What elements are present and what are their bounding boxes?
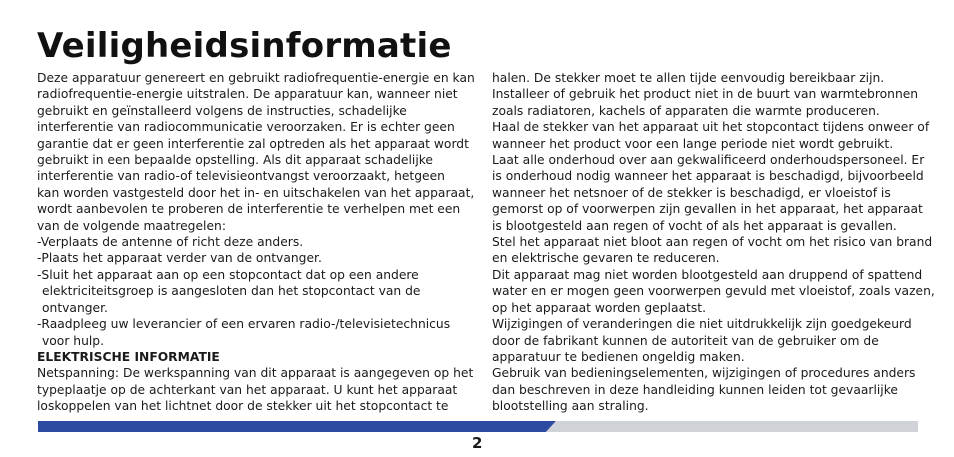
text-line: Netspanning: De werkspanning van dit apparaat is aangegeven op het bbox=[37, 366, 474, 381]
text-line: van de volgende maatregelen: bbox=[37, 218, 226, 233]
right-column bbox=[492, 70, 935, 415]
text-line: op het apparaat worden geplaatst. bbox=[492, 300, 706, 315]
text-line: interferentie van radio-of televisieontvangst veroorzaakt, hetgeen bbox=[37, 169, 445, 184]
text-line: Haal de stekker van het apparaat uit het stopcontact tijdens onweer of bbox=[492, 120, 930, 135]
text-line: blootstelling aan straling. bbox=[492, 399, 649, 414]
text-line: door de fabrikant kunnen de autoriteit van de gebruiker om de bbox=[492, 333, 879, 348]
text-line: is blootgesteld aan regen of vocht of als het apparaat is gevallen. bbox=[492, 218, 897, 233]
footer-bar-light-segment bbox=[546, 421, 918, 432]
section-heading: ELEKTRISCHE INFORMATIE bbox=[37, 349, 220, 364]
text-line: wordt aanbevolen te proberen de interferentie te verhelpen met een bbox=[37, 202, 461, 217]
text-line: elektriciteitsgroep is aangesloten dan het stopcontact van de bbox=[42, 284, 421, 299]
text-line: garantie dat er geen interferentie zal optreden als het apparaat wordt bbox=[37, 136, 469, 151]
text-line: gebruikt en geïnstalleerd volgens de instructies, schadelijke bbox=[37, 103, 407, 118]
text-line: loskoppelen van het lichtnet door de stekker uit het stopcontact te bbox=[37, 399, 449, 414]
text-line: Dit apparaat mag niet worden blootgesteld aan druppend of spattend bbox=[492, 267, 923, 282]
text-line: is onderhoud nodig wanneer het apparaat is beschadigd, bijvoorbeeld bbox=[492, 169, 924, 184]
left-column bbox=[37, 70, 473, 415]
text-line: ontvanger. bbox=[42, 300, 108, 315]
text-line: gebruikt in een bepaalde opstelling. Als dit apparaat schadelijke bbox=[37, 153, 433, 168]
text-line: Stel het apparaat niet bloot aan regen of vocht om het risico van brand bbox=[492, 235, 933, 250]
text-line: Wijzigingen of veranderingen die niet uitdrukkelijk zijn goedgekeurd bbox=[492, 317, 912, 332]
text-line: dan beschreven in deze handleiding kunnen leiden tot gevaarlijke bbox=[492, 382, 898, 397]
text-line: wanneer het netsnoer of de stekker is beschadigd, er vloeistof is bbox=[492, 185, 891, 200]
text-line: -Plaats het apparaat verder van de ontvanger. bbox=[37, 251, 322, 266]
text-line: radiofrequentie-energie uitstralen. De apparatuur kan, wanneer niet bbox=[37, 87, 458, 102]
text-line: Laat alle onderhoud over aan gekwalificeerd onderhoudspersoneel. Er bbox=[492, 153, 925, 168]
text-line: typeplaatje op de achterkant van het apparaat. U kunt het apparaat bbox=[37, 382, 458, 397]
text-line: apparatuur te bedienen ongeldig maken. bbox=[492, 349, 745, 364]
text-line: interferentie van radiocommunicatie veroorzaken. Er is echter geen bbox=[37, 120, 455, 135]
text-line: zoals radiatoren, kachels of apparaten die warmte produceren. bbox=[492, 103, 880, 118]
text-line: -Raadpleeg uw leverancier of een ervaren radio-/televisietechnicus bbox=[37, 317, 451, 332]
page-number: 2 bbox=[472, 434, 483, 452]
text-line: Gebruik van bedieningselementen, wijzigingen of procedures anders bbox=[492, 366, 916, 381]
text-line: wanneer het product voor een lange periode niet wordt gebruikt. bbox=[492, 136, 894, 151]
text-line: -Sluit het apparaat aan op een stopcontact dat op een andere bbox=[37, 267, 419, 282]
footer-bar-dark-segment bbox=[38, 421, 556, 432]
text-line: -Verplaats de antenne of richt deze anders. bbox=[37, 235, 304, 250]
text-line: gemorst op of voorwerpen zijn gevallen in het apparaat, het apparaat bbox=[492, 202, 923, 217]
text-line: en elektrische gevaren te reduceren. bbox=[492, 251, 720, 266]
text-line: water en er mogen geen voorwerpen gevuld met vloeistof, zoals vazen, bbox=[492, 284, 935, 299]
text-line: Deze apparatuur genereert en gebruikt radiofrequentie-energie en kan bbox=[37, 71, 475, 85]
text-line: halen. De stekker moet te allen tijde eenvoudig bereikbaar zijn. bbox=[492, 71, 885, 85]
text-line: Installeer of gebruik het product niet in de buurt van warmtebronnen bbox=[492, 87, 919, 102]
text-line: voor hulp. bbox=[42, 333, 105, 348]
footer-bar bbox=[38, 421, 918, 432]
page-title: Veiligheidsinformatie bbox=[37, 26, 452, 66]
text-line: kan worden vastgesteld door het in- en uitschakelen van het apparaat, bbox=[37, 185, 475, 200]
